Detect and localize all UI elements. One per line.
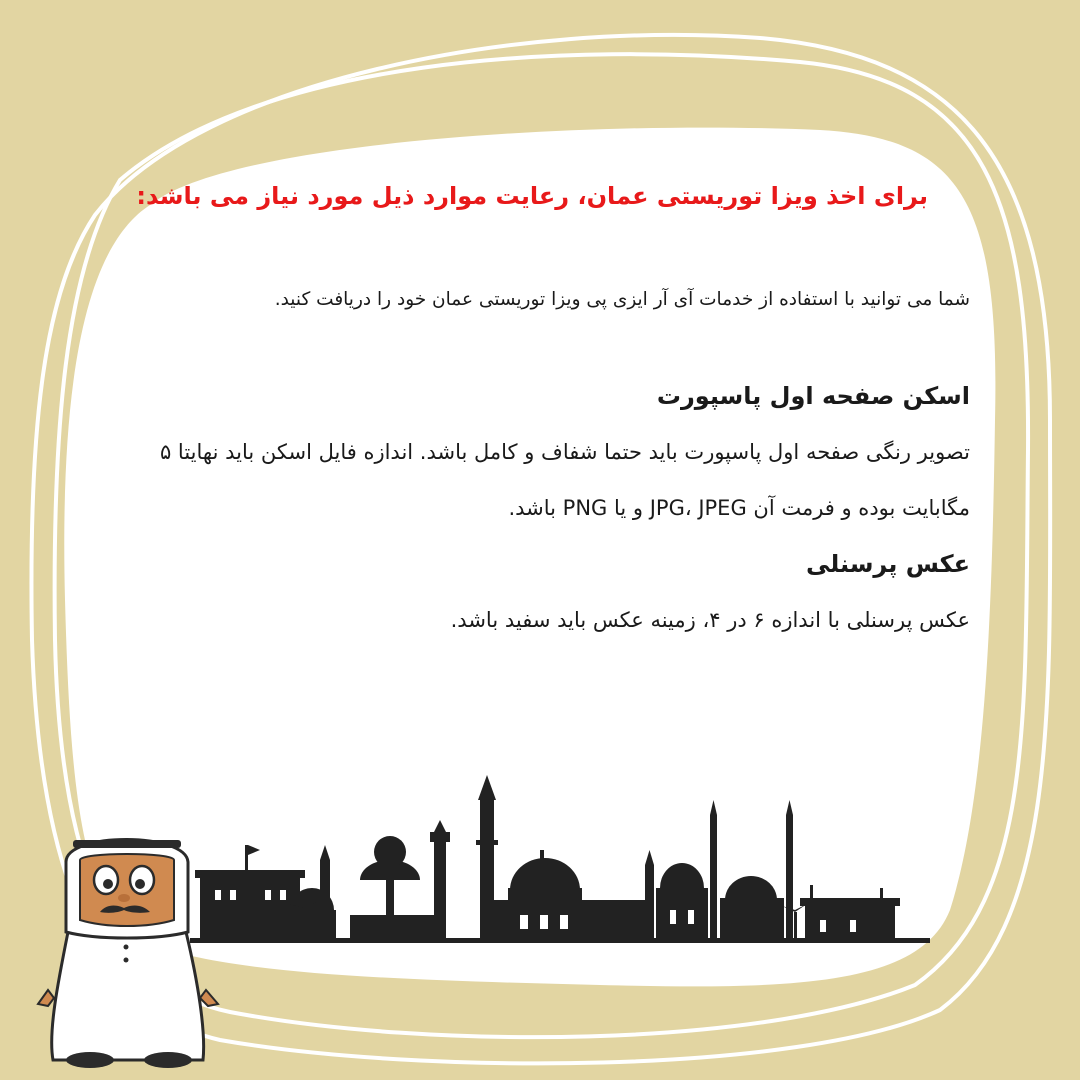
city-skyline-illustration [190, 770, 930, 950]
section-body-passport-scan: تصویر رنگی صفحه اول پاسپورت باید حتما شفاف و کامل باشد. اندازه فایل اسکن باید نهایتا ۵ مگابایت بوده و فرمت آن JPG، JPEG و یا PNG باشد. [159, 440, 970, 520]
section-title-personal-photo: عکس پرسنلی [805, 550, 970, 578]
section-title-passport-scan: اسکن صفحه اول پاسپورت [656, 382, 970, 410]
content-panel [120, 170, 970, 648]
section-body-personal-photo: عکس پرسنلی با اندازه ۶ در ۴، زمینه عکس باید سفید باشد. [450, 608, 970, 632]
intro-text: شما می توانید با استفاده از خدمات آی آر ایزی پی ویزا توریستی عمان خود را دریافت کنید. [274, 289, 970, 310]
mascot-illustration [28, 822, 228, 1072]
page-headline: برای اخذ ویزا توریستی عمان، رعایت موارد ذیل مورد نیاز می باشد: [136, 182, 928, 210]
